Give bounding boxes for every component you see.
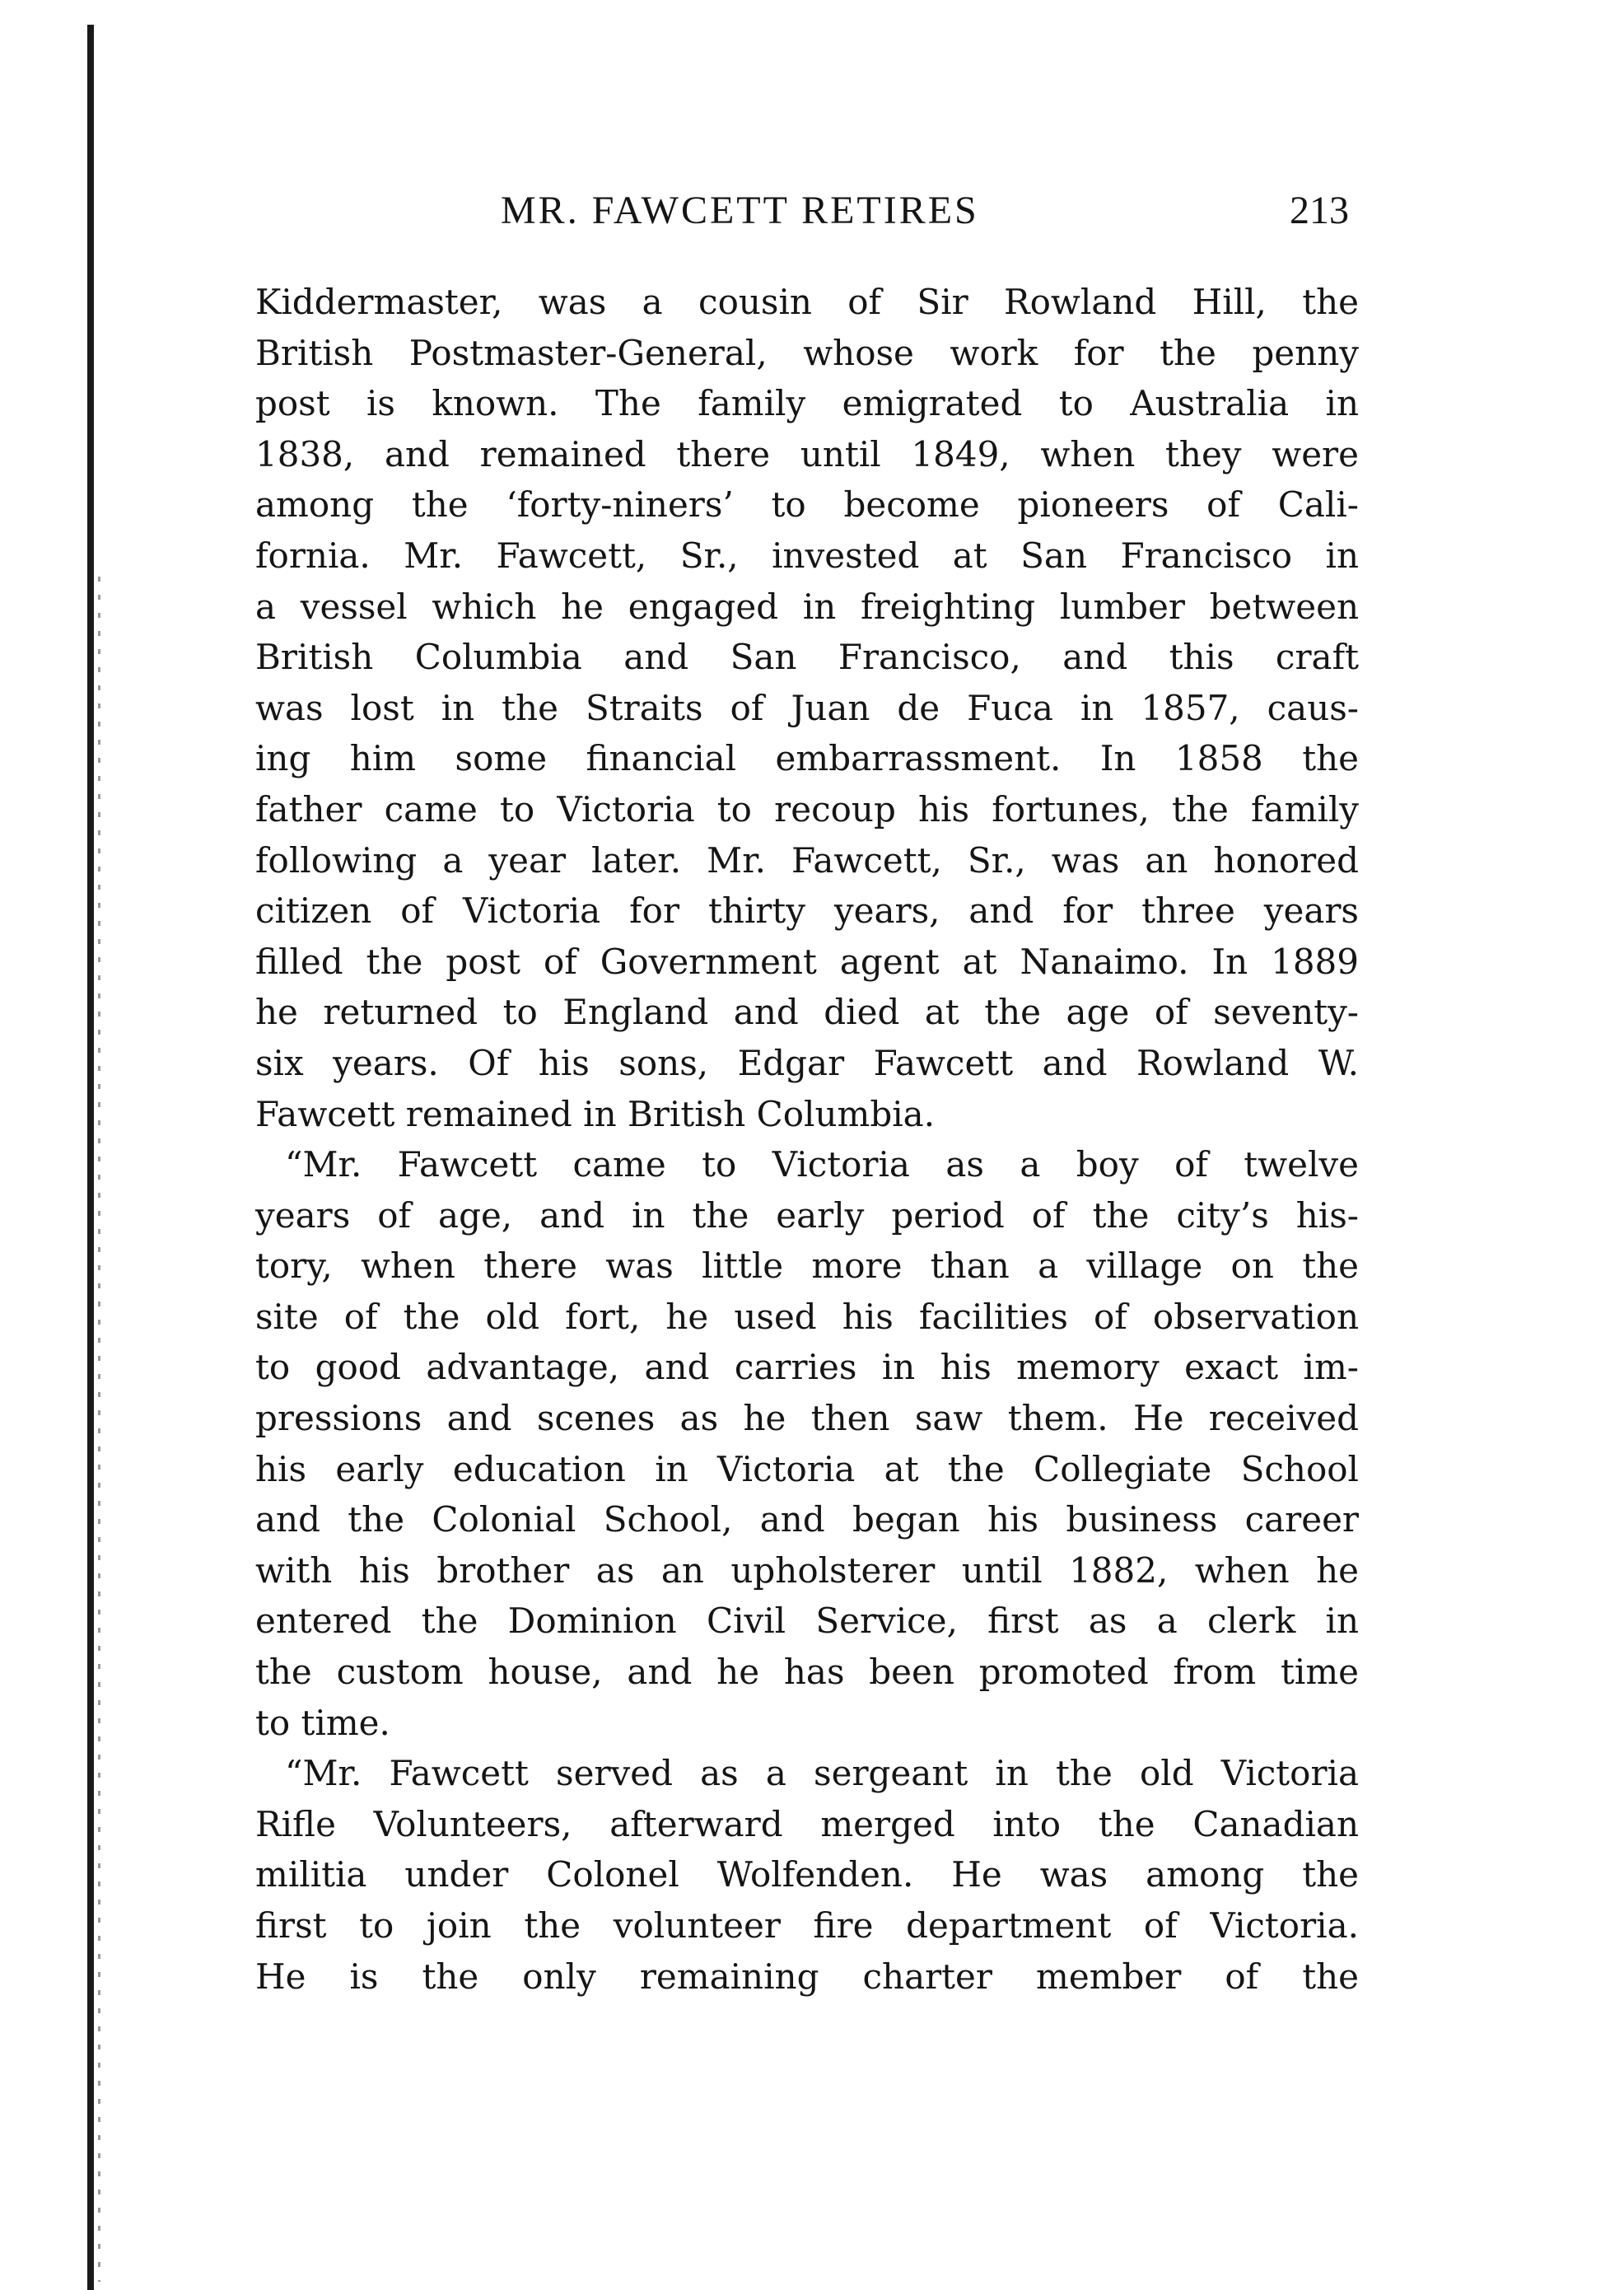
text-line: he returned to England and died at the age of seventy- — [255, 992, 1359, 1033]
text-line: was lost in the Straits of Juan de Fuca in 1857, caus- — [255, 687, 1359, 728]
text-line: a vessel which he engaged in freighting lumber between — [255, 586, 1359, 627]
text-line: with his brother as an upholsterer until 1882, when he — [255, 1549, 1359, 1591]
text-line: years of age, and in the early period of the city’s his- — [255, 1194, 1359, 1236]
text-line: site of the old fort, he used his facilities of observation — [255, 1296, 1359, 1337]
text-line: citizen of Victoria for thirty years, and for three years — [255, 890, 1359, 932]
page-header — [255, 188, 1359, 254]
text-line: Kiddermaster, was a cousin of Sir Rowland Hill, the — [255, 282, 1359, 322]
text-line: his early education in Victoria at the Collegiate School — [255, 1448, 1359, 1489]
text-line: post is known. The family emigrated to Australia in — [255, 383, 1359, 424]
text-line: “Mr. Fawcett served as a sergeant in the old Victoria — [285, 1753, 1359, 1794]
text-line: to time. — [255, 1702, 390, 1743]
text-line: ing him some financial embarrassment. In 1858 the — [255, 738, 1359, 779]
text-line: tory, when there was little more than a village on the — [255, 1245, 1359, 1287]
text-line: 1838, and remained there until 1849, when they were — [255, 433, 1359, 474]
text-line: among the ‘forty-niners’ to become pioneers of Cali- — [255, 484, 1359, 526]
text-line: and the Colonial School, and began his business career — [255, 1499, 1359, 1540]
text-line: following a year later. Mr. Fawcett, Sr., was an honored — [255, 839, 1359, 881]
text-line: “Mr. Fawcett came to Victoria as a boy of twelve — [285, 1144, 1359, 1185]
text-line: fornia. Mr. Fawcett, Sr., invested at San Francisco in — [255, 535, 1359, 576]
body-text — [255, 277, 1359, 2002]
running-title: MR. FAWCETT RETIRES — [501, 189, 979, 232]
text-line: to good advantage, and carries in his memory exact im- — [255, 1347, 1359, 1388]
text-line: six years. Of his sons, Edgar Fawcett and Rowland W. — [255, 1042, 1359, 1083]
binding-gutter-speckle — [98, 577, 100, 2282]
text-line: British Columbia and San Francisco, and this craft — [255, 637, 1359, 678]
text-line: Rifle Volunteers, afterward merged into the Canadian — [255, 1803, 1359, 1844]
text-line: entered the Dominion Civil Service, first as a clerk in — [255, 1601, 1359, 1642]
text-line: Fawcett remained in British Columbia. — [255, 1093, 936, 1134]
text-line: father came to Victoria to recoup his fortunes, the family — [255, 788, 1359, 830]
text-line: first to join the volunteer fire department of Victoria. — [255, 1905, 1359, 1946]
binding-gutter-line — [87, 25, 94, 2290]
text-line: He is the only remaining charter member of the — [255, 1956, 1359, 1997]
page-number: 213 — [1290, 189, 1349, 232]
text-line: the custom house, and he has been promoted from time — [255, 1652, 1359, 1693]
text-line: British Postmaster-General, whose work for the penny — [255, 332, 1359, 373]
text-line: militia under Colonel Wolfenden. He was among the — [255, 1854, 1359, 1895]
text-line: filled the post of Government agent at Nanaimo. In 1889 — [255, 941, 1359, 982]
text-line: pressions and scenes as he then saw them. He received — [255, 1398, 1359, 1439]
